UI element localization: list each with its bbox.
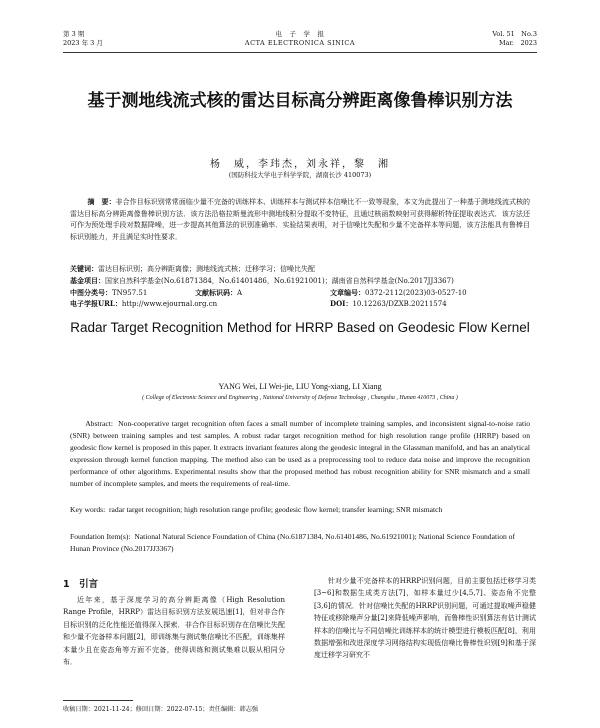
abstract-en-text: Non-cooperative target recognition often faces a small number of incomplete training samples, and inconsistent signal-to-noise ratio (SNR) between training samples and test samples. A robust radar target recognition method for high resolution range profile (HRRP) based on geodesic flow kernel is proposed in this paper. It extracts invariant features along the geodesic integral in the Glassman manifold, and has an analytical expression through kernel function mapping. The method also can be used as a preprocessing tool to reduce data noise and improve the recognition performance of other algorithms. Experimental results show that the proposed method has robust recognition ability for SNR mismatch and a small number of incomplete samples, and meets the requirements of real-time. — [70, 419, 530, 488]
title-cn: 基于测地线流式核的雷达目标高分辨距离像鲁棒识别方法 — [87, 91, 513, 111]
abstract-en — [70, 418, 530, 489]
doc-code: 文献标识码：A — [195, 288, 243, 297]
doi-link[interactable]: 10.12263/DZXB.20211574 — [352, 300, 447, 308]
abstract-cn-label: 摘 要： — [87, 197, 116, 206]
body-left-column: 近年来，基于深度学习的高分辨距离像（High Resolution Range Profile，HRRP）雷达目标识别方法发展迅速[1]，但对非合作目标识别的泛化性能还值得深入探索．非合作目标识别存在信噪比失配和少量不完备样本问题[2]，即训练集与测试集信噪比不匹配，训练集样本量少且在姿态角等方面不完备，使得训练和测试集难以服从相同分布． — [63, 596, 285, 667]
authors-cn: 杨 威，李玮杰，刘永祥，黎 湘 — [210, 159, 390, 170]
section-heading: 1 引言 — [63, 579, 99, 590]
doi: DOI：10.12263/DZXB.20211574 — [330, 299, 447, 308]
authors-en: YANG Wei, LI Wei-jie, LIU Yong-xiang, LI Xiang — [218, 382, 382, 391]
header-rule — [63, 52, 537, 53]
journal-name: 电 子 学 报 ACTA ELECTRONICA SINICA — [244, 30, 356, 47]
journal-url-link[interactable]: http://www.ejournal.org.cn — [121, 300, 218, 308]
issue-info: 第 3 期 2023 年 3 月 — [63, 30, 103, 47]
fund-cn: 基金项目：国家自然科学基金(No.61871384，No.61401486，No.61921001)；湖南省自然科学基金(No.2017JJ3367) — [70, 276, 454, 285]
fund-en: Foundation Item(s): National Natural Science Foundation of China (No.61871384, No.61401486, No.61921001); National Science Foundation of Hunan Province (No.2017JJ3367) — [70, 532, 516, 553]
keywords-en: Key words: radar target recognition; high resolution range profile; geodesic flow kernel; transfer learning; SNR mismatch — [70, 505, 443, 514]
footnote-rule — [63, 700, 133, 701]
journal-url: 电子学报URL：http://www.ejournal.org.cn — [70, 299, 218, 308]
clc: 中图分类号：TN957.51 — [70, 288, 148, 297]
abstract-cn — [70, 196, 530, 243]
keywords-cn: 关键词：雷达目标识别；高分辨距离像；测地线流式核；迁移学习；信噪比失配 — [70, 264, 315, 273]
affiliation-cn: (国防科技大学电子科学学院，湖南长沙 410073) — [228, 171, 372, 179]
abstract-cn-text: 非合作目标识别常常面临少量不完备的训练样本、训练样本与测试样本信噪比不一致等现象，本文为此提出了一种基于测地线流式核的雷达目标高分辨距离像鲁棒识别方法．该方法沿格拉斯曼流形中测地线积分提取不变特征，且通过核函数映射可获得解析特征提取表达式．该方法还可作为预处理手段对数据降噪，进一步提高其他算法的识别准确率．实验结果表明，对于信噪比失配和少量不完备样本等问题，该方法能具有鲁棒目标识别能力，并且满足实时性要求． — [70, 198, 531, 241]
footnote: 收稿日期：2021-11-24；修回日期：2022-07-15；责任编辑：韩志强 — [63, 706, 259, 713]
affiliation-en: ( College of Electronic Science and Engineering , National University of Defense Technology , Changsha , Hunan 410073 , China ) — [142, 395, 458, 401]
volume-info: Vol. 51 No.3 Mar. 2023 — [492, 30, 537, 47]
title-en: Radar Target Recognition Method for HRRP Based on Geodesic Flow Kernel — [70, 320, 530, 335]
article-number: 文章编号：0372-2112(2023)03-0527-10 — [330, 288, 467, 297]
abstract-en-label: Abstract: — [85, 419, 114, 428]
body-right-column: 针对少量不完备样本的HRRP识别问题，目前主要包括迁移学习类[3~6]和数据生成类方法[7]，如样本量过少[4,5,7]、姿态角不完整[3,6]的情况．针对信噪比失配的HRRP识别问题，可通过提取噪声稳健特征或移除噪声分量[2]来降低噪声影响，而鲁棒性识别算法有估计测试样本的信噪比与不同信噪比训练样本的统计模型进行模板匹配[8]，利用数据增强和改进深度学习网络结构实现低信噪比鲁棒性识别[9]和基于深度迁移学习研究不 — [314, 577, 536, 660]
